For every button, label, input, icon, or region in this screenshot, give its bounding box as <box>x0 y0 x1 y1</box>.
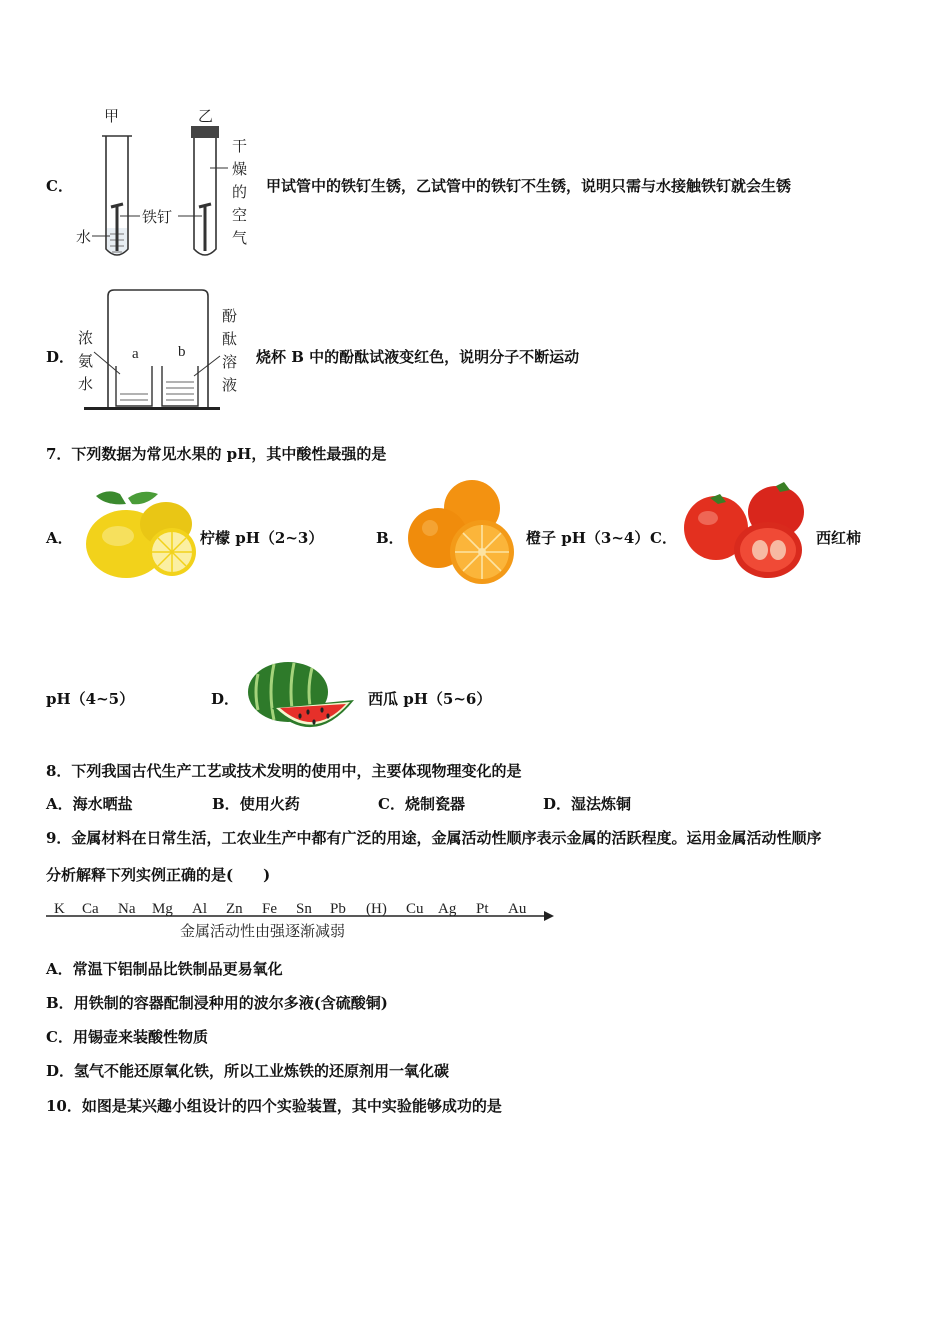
q10-stem: 10．如图是某兴趣小组设计的四个实验装置，其中实验能够成功的是 <box>46 1097 502 1115</box>
series-metal-0: K <box>54 901 65 917</box>
q9-option-d: D．氢气不能还原氧化铁，所以工业炼铁的还原剂用一氧化碳 <box>46 1062 450 1080</box>
q9-stem-line2: 分析解释下列实例正确的是( ) <box>46 866 271 884</box>
q7-option-b-text: 橙子 pH（3~4） <box>526 529 650 547</box>
q8-option-d: D．湿法炼铜 <box>543 795 632 813</box>
series-metal-1: Ca <box>82 901 99 917</box>
series-metal-4: Al <box>192 901 207 917</box>
svg-text:酞: 酞 <box>222 330 238 348</box>
q9-stem-line1: 9．金属材料在日常生活，工农业生产中都有广泛的用途，金属活动性顺序表示金属的活跃程度。运用金属活动性顺序 <box>46 829 822 847</box>
q6-option-d-text: 烧杯 B 中的酚酞试液变红色，说明分子不断运动 <box>256 348 580 366</box>
bench <box>84 407 220 410</box>
svg-text:氨: 氨 <box>78 352 94 370</box>
series-metal-12: Pt <box>476 901 489 917</box>
q7-option-d-text: 西瓜 pH（5~6） <box>368 690 492 708</box>
beaker-a-label: a <box>132 346 139 362</box>
series-metal-7: Sn <box>296 901 312 917</box>
svg-text:溶: 溶 <box>222 353 238 371</box>
q8-stem: 8．下列我国古代生产工艺或技术发明的使用中，主要体现物理变化的是 <box>46 762 522 780</box>
svg-text:空: 空 <box>232 206 248 224</box>
q6-option-c-text: 甲试管中的铁钉生锈，乙试管中的铁钉不生锈，说明只需与水接触铁钉就会生锈 <box>266 177 792 195</box>
svg-text:的: 的 <box>232 183 248 201</box>
rusting-test-tubes-figure <box>70 104 260 264</box>
q8-option-c: C．烧制瓷器 <box>378 795 465 813</box>
nail-label: 铁钉 <box>142 208 173 226</box>
svg-text:液: 液 <box>222 376 238 394</box>
series-labels <box>54 901 527 917</box>
metal-activity-series <box>44 896 556 944</box>
series-metal-9: (H) <box>366 901 387 917</box>
q7-option-c-text: 西红柿 <box>816 529 862 547</box>
q8-option-a: A．海水晒盐 <box>46 795 133 813</box>
molecule-motion-figure <box>74 286 254 416</box>
q7-option-c-text-cont: pH（4~5） <box>46 690 135 708</box>
lemon-image <box>78 486 200 584</box>
series-metal-11: Ag <box>438 901 457 917</box>
series-metal-8: Pb <box>330 901 346 917</box>
svg-text:水: 水 <box>78 375 94 393</box>
q9-option-a: A．常温下铝制品比铁制品更易氧化 <box>46 960 283 978</box>
series-metal-6: Fe <box>262 901 277 917</box>
svg-text:干: 干 <box>232 137 248 155</box>
svg-text:气: 气 <box>232 229 248 247</box>
svg-text:浓: 浓 <box>78 329 94 347</box>
tube-label-yi: 乙 <box>198 107 214 125</box>
phenolphthalein-label <box>222 307 237 394</box>
dry-air-label <box>232 137 247 247</box>
series-metal-10: Cu <box>406 901 424 917</box>
svg-text:燥: 燥 <box>232 160 248 178</box>
svg-text:酚: 酚 <box>222 307 238 325</box>
q7-option-d-letter: D． <box>211 690 240 708</box>
q7-option-a-text: 柠檬 pH（2~3） <box>200 529 324 547</box>
stopper-yi <box>191 126 219 138</box>
ammonia-label <box>78 329 93 393</box>
orange-image <box>402 478 524 586</box>
series-metal-3: Mg <box>152 901 173 917</box>
q6-option-d-letter: D． <box>46 348 75 366</box>
beaker-b-label: b <box>178 344 186 360</box>
series-arrow-head <box>544 911 554 921</box>
q7-option-b-letter: B． <box>376 529 404 547</box>
q7-stem: 7．下列数据为常见水果的 pH，其中酸性最强的是 <box>46 445 387 463</box>
q7-option-a-letter: A． <box>46 529 73 547</box>
q7-option-c-letter: C． <box>650 529 677 547</box>
watermelon-image <box>244 660 358 742</box>
q6-option-c-letter: C． <box>46 177 73 195</box>
series-caption: 金属活动性由强逐渐减弱 <box>180 922 346 940</box>
series-metal-2: Na <box>118 901 136 917</box>
q9-option-c: C．用锡壶来装酸性物质 <box>46 1028 208 1046</box>
tomato-image <box>680 478 810 582</box>
series-metal-5: Zn <box>226 901 243 917</box>
series-metal-13: Au <box>508 901 527 917</box>
q9-option-b: B．用铁制的容器配制浸种用的波尔多液(含硫酸铜) <box>46 994 388 1012</box>
water-label: 水 <box>76 228 92 246</box>
large-beaker <box>108 290 208 408</box>
tube-label-jia: 甲 <box>104 107 120 125</box>
q8-option-b: B．使用火药 <box>212 795 300 813</box>
